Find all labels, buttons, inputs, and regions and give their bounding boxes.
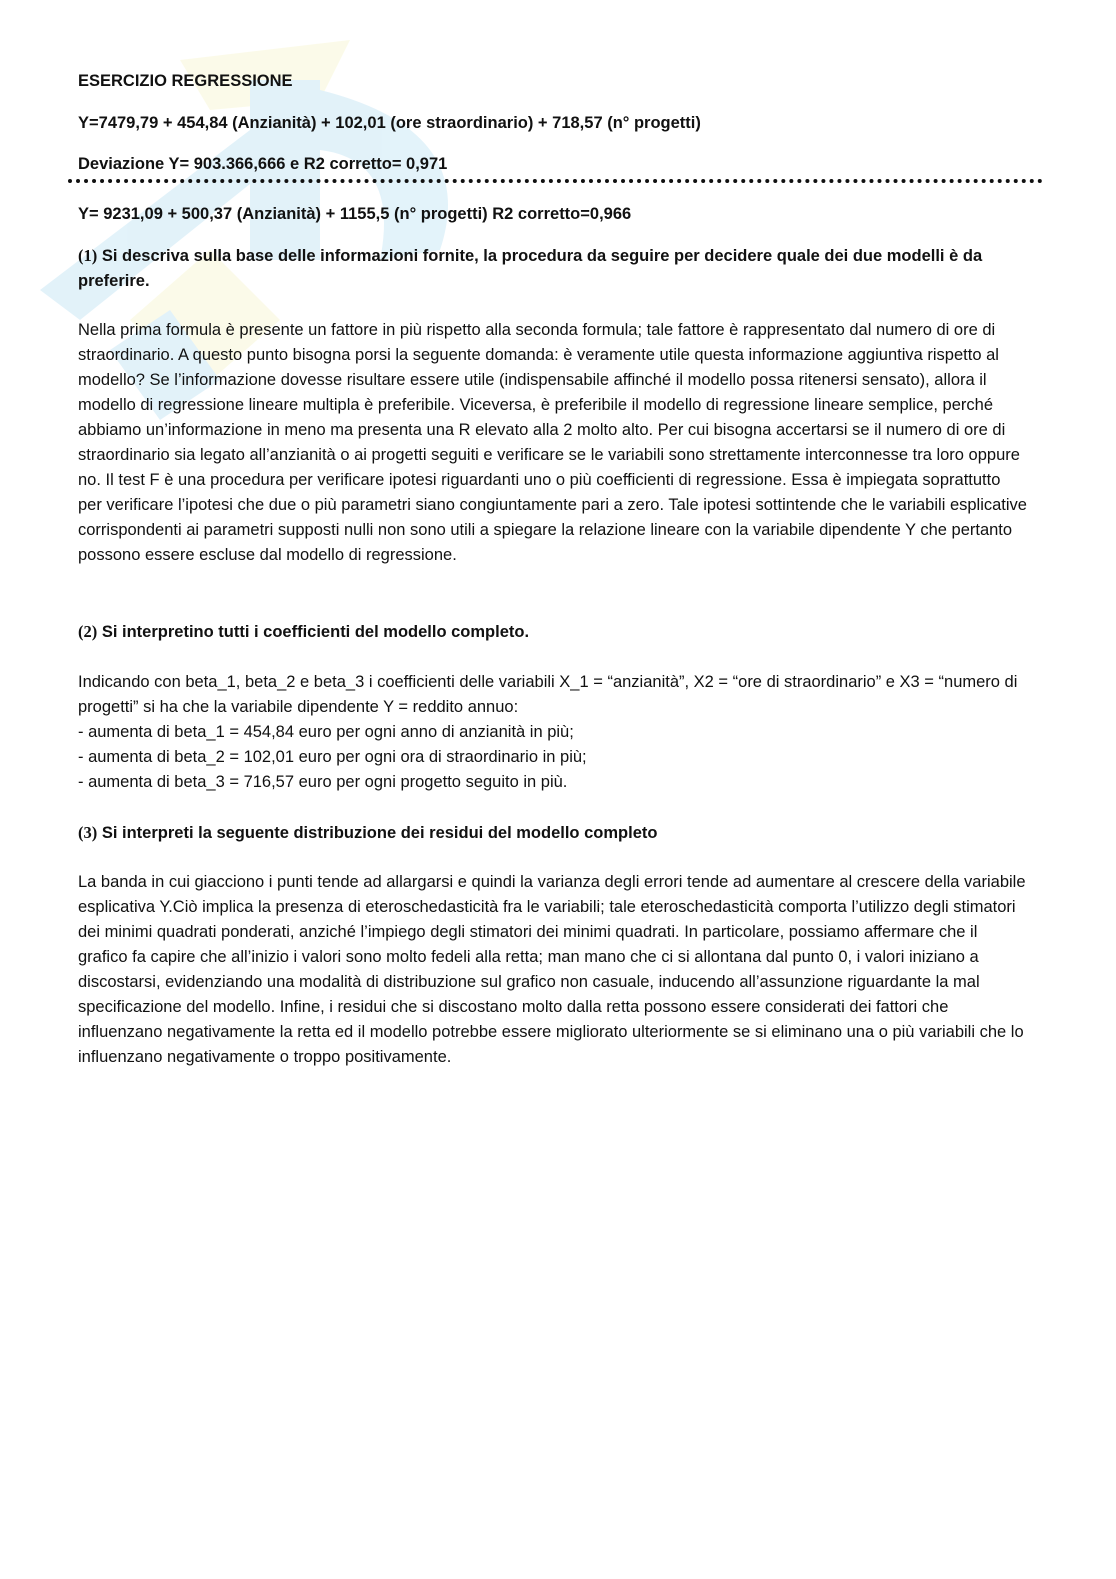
question-3-text: Si interpreti la seguente distribuzione dei residui del modello completo <box>101 824 658 842</box>
question-2-text: Si interpretino tutti i coefficienti del modello completo. <box>101 623 530 641</box>
answer-2-intro: Indicando con beta_1, beta_2 e beta_3 i coefficienti delle variabili X_1 = “anzianità”, X2 = “ore di straordinario” e X3 = “numero di progetti” si ha che la variabile dipendente Y = reddito annuo: <box>78 673 1018 716</box>
dotted-separator <box>68 179 1043 183</box>
question-2-number: (2) <box>78 622 98 641</box>
answer-3: La banda in cui giacciono i punti tende ad allargarsi e quindi la varianza degli errori tende ad aumentare al crescere della variabile esplicativa Y.Ciò implica la presenza di eteroschedasticità fra le variabili; tale eteroschedasticità comporta l’utilizzo degli stimatori dei minimi quadrati ponderati, anziché l’impiego degli stimatori dei minimi quadrati. In particolare, possiamo affermare che il grafico fa capire che all’inizio i valori sono molto fedeli alla retta; man mano che ci si allontana dal punto 0, i valori iniziano a discostarsi, evidenziando una modalità di distribuzione sul grafico non casuale, inducendo all’assunzione riguardante la mal specificazione del modello. Infine, i residui che si discostano molto dalla retta possono essere considerati dei fattori che influenzano negativamente la retta ed il modello potrebbe essere migliorato ulteriormente se si eliminano una o più variabili che lo influenzano negativamente o troppo positivamente. <box>78 873 1026 1066</box>
document-title: ESERCIZIO REGRESSIONE <box>78 72 293 90</box>
question-1-text: Si descriva sulla base delle informazioni fornite, la procedura da seguire per decidere quale dei due modelli è da preferire. <box>78 247 983 290</box>
answer-1: Nella prima formula è presente un fattore in più rispetto alla seconda formula; tale fattore è rappresentato dal numero di ore di straordinario. A questo punto bisogna porsi la seguente domanda: è veramente utile questa informazione aggiuntiva rispetto al modello? Se l’informazione dovesse risultare essere utile (indispensabile affinché il modello possa ritenersi sensato), allora il modello di regressione lineare multipla è preferibile. Viceversa, è preferibile il modello di regressione lineare semplice, perché abbiamo un’informazione in meno ma presenta una R elevato alla 2 molto alto. Per cui bisogna accertarsi se il numero di ore di straordinario sia legato all’anzianità o ai progetti seguiti e verificare se le variabili sono strettamente interconnesse tra loro oppure no. Il test F è una procedura per verificare ipotesi riguardanti uno o più coefficienti di regressione. Essa è impiegata soprattutto per verificare l’ipotesi che due o più parametri siano congiuntamente pari a zero. Tale ipotesi sottintende che le variabili esplicative corrispondenti ai parametri supposti nulli non sono utili a spiegare la relazione lineare con la variabile dipendente Y che pertanto possono essere escluse dal modello di regressione. <box>78 321 1027 564</box>
reduced-model-equation: Y= 9231,09 + 500,37 (Anzianità) + 1155,5 (n° progetti) R2 corretto=0,966 <box>78 205 632 223</box>
full-model-equation: Y=7479,79 + 454,84 (Anzianità) + 102,01 (ore straordinario) + 718,57 (n° progetti) <box>78 114 701 132</box>
coefficient-item: - aumenta di beta_3 = 716,57 euro per ogni progetto seguito in più. <box>78 773 568 791</box>
question-3-number: (3) <box>78 823 98 842</box>
coefficient-item: - aumenta di beta_1 = 454,84 euro per ogni anno di anzianità in più; <box>78 723 574 741</box>
question-1-number: (1) <box>78 246 98 265</box>
question-2 <box>78 619 1028 645</box>
answer-2 <box>78 670 1028 795</box>
question-3 <box>78 820 1028 846</box>
coefficient-item: - aumenta di beta_2 = 102,01 euro per ogni ora di straordinario in più; <box>78 748 587 766</box>
full-model-statistics: Deviazione Y= 903.366,666 e R2 corretto= 0,971 <box>78 155 448 173</box>
question-1 <box>78 243 1028 294</box>
